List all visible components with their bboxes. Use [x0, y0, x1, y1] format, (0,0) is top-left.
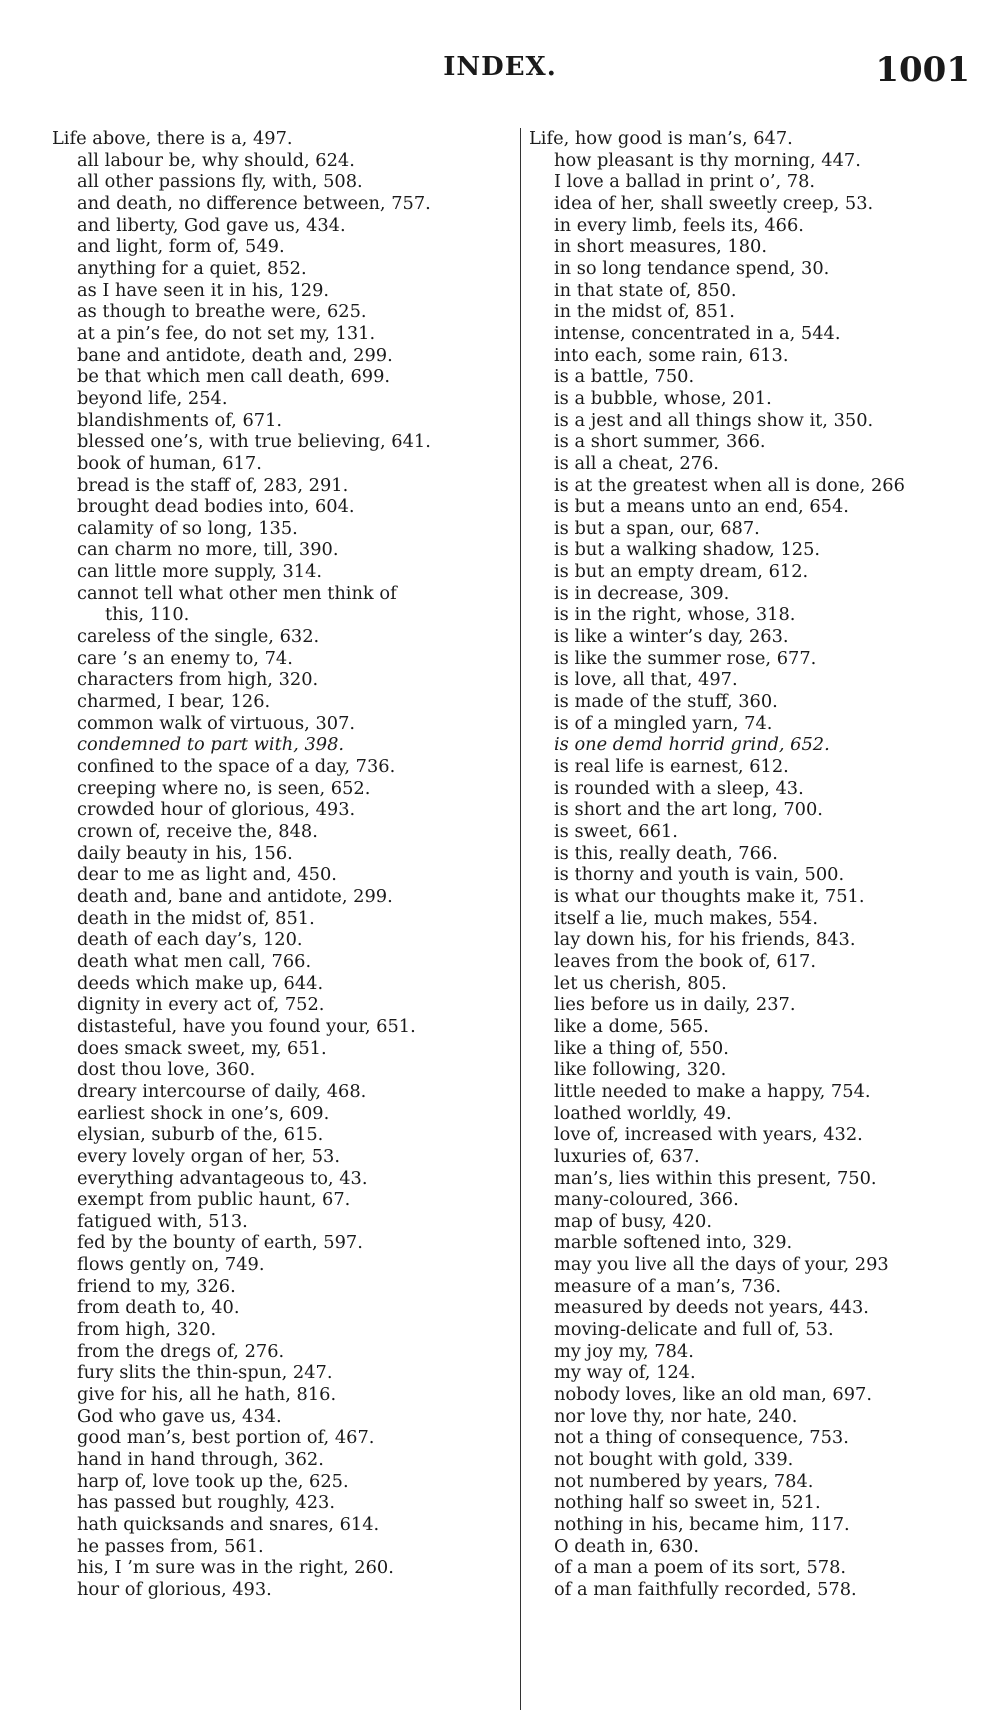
index-entry: death what men call, 766.	[77, 950, 312, 972]
index-entry: is but an empty dream, 612.	[554, 561, 809, 583]
index-entry: blessed one’s, with true believing, 641.	[77, 431, 431, 453]
index-entry: bread is the staff of, 283, 291.	[77, 474, 349, 496]
index-entry: itself a lie, much makes, 554.	[554, 907, 819, 929]
index-entry: deeds which make up, 644.	[77, 972, 324, 994]
index-entry: blandishments of, 671.	[77, 409, 283, 431]
index-entry: is this, really death, 766.	[554, 842, 778, 864]
index-entry: brought dead bodies into, 604.	[77, 496, 355, 518]
index-entry: like following, 320.	[554, 1059, 727, 1081]
index-entry: love of, increased with years, 432.	[554, 1124, 863, 1146]
index-entry: his, I ’m sure was in the right, 260.	[77, 1557, 394, 1579]
index-entry: is thorny and youth is vain, 500.	[554, 864, 845, 886]
index-entry: book of human, 617.	[77, 452, 262, 474]
index-entry-line: cannot tell what other men think of	[77, 582, 397, 604]
right-column	[520, 128, 974, 1710]
index-entry: may you live all the days of your, 293	[554, 1254, 889, 1276]
index-entry: from death to, 40.	[77, 1297, 240, 1319]
index-entry: bane and antidote, death and, 299.	[77, 344, 393, 366]
index-entry-italic: condemned to part with, 398.	[77, 734, 345, 756]
index-entry: is made of the stuff, 360.	[554, 691, 778, 713]
index-entry: as I have seen it in his, 129.	[77, 279, 330, 301]
index-entry: is love, all that, 497.	[554, 669, 738, 691]
index-entry: map of busy, 420.	[554, 1210, 712, 1232]
index-entry: from the dregs of, 276.	[77, 1340, 285, 1362]
index-entry: he passes from, 561.	[77, 1535, 264, 1557]
index-entry: can little more supply, 314.	[77, 561, 323, 583]
index-heading: Life above, there is a, 497.	[52, 128, 293, 149]
index-entry: good man’s, best portion of, 467.	[77, 1427, 375, 1449]
index-entry: is sweet, 661.	[554, 821, 678, 842]
index-entry: has passed but roughly, 423.	[77, 1492, 336, 1514]
index-entry: and light, form of, 549.	[77, 236, 285, 258]
index-entry: not numbered by years, 784.	[554, 1470, 814, 1492]
index-entry: anything for a quiet, 852.	[77, 257, 307, 279]
index-entry: in that state of, 850.	[554, 279, 737, 301]
index-entry: is in the right, whose, 318.	[554, 604, 796, 626]
page-title: INDEX.	[443, 52, 557, 82]
index-entry: all other passions fly, with, 508.	[77, 171, 363, 193]
index-entry: like a thing of, 550.	[554, 1037, 729, 1059]
index-entry: my way of, 124.	[554, 1362, 696, 1384]
index-entry: all labour be, why should, 624.	[77, 149, 355, 171]
index-entry: is but a means unto an end, 654.	[554, 496, 849, 518]
index-entry: idea of her, shall sweetly creep, 53.	[554, 192, 874, 214]
page-number: 1001	[875, 50, 970, 90]
index-entry: does smack sweet, my, 651.	[77, 1037, 327, 1059]
index-entry: is rounded with a sleep, 43.	[554, 777, 804, 799]
index-entry: is but a span, our, 687.	[554, 517, 760, 539]
index-entry: hour of glorious, 493.	[77, 1578, 272, 1600]
index-entry: exempt from public haunt, 67.	[77, 1189, 351, 1211]
index-entry: is a short summer, 366.	[554, 431, 766, 453]
index-entry: many-coloured, 366.	[554, 1189, 739, 1211]
index-entry: is but a walking shadow, 125.	[554, 539, 821, 561]
index-entry: loathed worldly, 49.	[554, 1102, 732, 1124]
index-entry: is short and the art long, 700.	[554, 799, 823, 821]
index-entry: elysian, suburb of the, 615.	[77, 1124, 324, 1146]
index-entry: in the midst of, 851.	[554, 301, 735, 323]
index-entry: death of each day’s, 120.	[77, 929, 303, 951]
index-entry	[52, 583, 507, 626]
index-entry: lies before us in daily, 237.	[554, 994, 796, 1016]
index-entry-italic: is one demd horrid grind, 652.	[554, 734, 830, 756]
index-entry: from high, 320.	[77, 1319, 217, 1341]
index-entry: and liberty, God gave us, 434.	[77, 214, 346, 236]
index-entry: at a pin’s fee, do not set my, 131.	[77, 322, 376, 344]
index-entry: death in the midst of, 851.	[77, 907, 315, 929]
index-entry: intense, concentrated in a, 544.	[554, 322, 841, 344]
index-entry: dear to me as light and, 450.	[77, 864, 337, 886]
index-entry: is in decrease, 309.	[554, 582, 730, 604]
index-entry: not a thing of consequence, 753.	[554, 1427, 849, 1449]
index-entry: measured by deeds not years, 443.	[554, 1297, 869, 1319]
index-entry: I love a ballad in print o’, 78.	[554, 171, 816, 193]
index-entry: O death in, 630.	[554, 1535, 700, 1557]
index-entry: flows gently on, 749.	[77, 1254, 265, 1276]
index-entry: is like the summer rose, 677.	[554, 647, 817, 669]
index-entry: my joy my, 784.	[554, 1340, 694, 1362]
index-entry: calamity of so long, 135.	[77, 517, 298, 539]
index-entry: is real life is earnest, 612.	[554, 756, 789, 778]
index-entry: little needed to make a happy, 754.	[554, 1080, 871, 1102]
index-entry: man’s, lies within this present, 750.	[554, 1167, 877, 1189]
index-entry: nor love thy, nor hate, 240.	[554, 1405, 798, 1427]
index-entry: give for his, all he hath, 816.	[77, 1384, 337, 1406]
index-entry: confined to the space of a day, 736.	[77, 756, 396, 778]
index-entry: is a bubble, whose, 201.	[554, 387, 772, 409]
index-entry: is a jest and all things show it, 350.	[554, 409, 874, 431]
index-entry: into each, some rain, 613.	[554, 344, 789, 366]
index-entry: friend to my, 326.	[77, 1275, 236, 1297]
index-entry-continuation: this, 110.	[105, 604, 190, 626]
index-entry: nobody loves, like an old man, 697.	[554, 1384, 872, 1406]
index-entry: crown of, receive the, 848.	[77, 821, 318, 842]
index-entry: not bought with gold, 339.	[554, 1449, 794, 1471]
index-entry: harp of, love took up the, 625.	[77, 1470, 349, 1492]
index-entry: leaves from the book of, 617.	[554, 950, 816, 972]
index-entry: how pleasant is thy morning, 447.	[554, 149, 861, 171]
index-entry: of a man a poem of its sort, 578.	[554, 1557, 847, 1579]
index-entry: in every limb, feels its, 466.	[554, 214, 804, 236]
index-entry: hath quicksands and snares, 614.	[77, 1514, 380, 1535]
index-entry: marble softened into, 329.	[554, 1232, 793, 1254]
index-entry: is of a mingled yarn, 74.	[554, 712, 773, 734]
index-entry: measure of a man’s, 736.	[554, 1275, 782, 1297]
index-entry: is all a cheat, 276.	[554, 452, 719, 474]
index-entry: is what our thoughts make it, 751.	[554, 885, 865, 907]
index-entry: characters from high, 320.	[77, 669, 319, 691]
index-entry: care ’s an enemy to, 74.	[77, 647, 293, 669]
index-entry: is like a winter’s day, 263.	[554, 626, 789, 648]
index-entry: and death, no difference between, 757.	[77, 192, 431, 214]
index-entry: like a dome, 565.	[554, 1015, 709, 1037]
index-entry: can charm no more, till, 390.	[77, 539, 339, 561]
index-entry: God who gave us, 434.	[77, 1405, 282, 1427]
index-entry: creeping where no, is seen, 652.	[77, 777, 371, 799]
index-entry: in so long tendance spend, 30.	[554, 257, 830, 279]
index-entry: death and, bane and antidote, 299.	[77, 885, 393, 907]
index-entry: is at the greatest when all is done, 266	[554, 474, 905, 496]
index-entry: careless of the single, 632.	[77, 626, 320, 648]
index-entry: earliest shock in one’s, 609.	[77, 1102, 330, 1124]
index-heading: Life, how good is man’s, 647.	[529, 128, 793, 149]
index-entry: lay down his, for his friends, 843.	[554, 929, 856, 951]
index-entry: everything advantageous to, 43.	[77, 1167, 368, 1189]
index-entry: moving-delicate and full of, 53.	[554, 1319, 834, 1341]
index-entry: as though to breathe were, 625.	[77, 301, 367, 323]
index-entry: fatigued with, 513.	[77, 1210, 248, 1232]
index-entry: every lovely organ of her, 53.	[77, 1145, 340, 1167]
index-entry: crowded hour of glorious, 493.	[77, 799, 356, 821]
index-entry: nothing in his, became him, 117.	[554, 1514, 850, 1535]
index-entry: beyond life, 254.	[77, 387, 228, 409]
index-entry: distasteful, have you found your, 651.	[77, 1015, 416, 1037]
index-entry: in short measures, 180.	[554, 236, 767, 258]
index-entry: common walk of virtuous, 307.	[77, 712, 356, 734]
index-entry: fury slits the thin-spun, 247.	[77, 1362, 333, 1384]
index-entry: let us cherish, 805.	[554, 972, 727, 994]
index-entry: of a man faithfully recorded, 578.	[554, 1578, 857, 1600]
left-column	[52, 128, 507, 1601]
index-entry: be that which men call death, 699.	[77, 366, 391, 388]
index-entry: nothing half so sweet in, 521.	[554, 1492, 821, 1514]
index-entry: is a battle, 750.	[554, 366, 695, 388]
index-entry: dignity in every act of, 752.	[77, 994, 325, 1016]
index-entry: daily beauty in his, 156.	[77, 842, 293, 864]
index-entry: charmed, I bear, 126.	[77, 691, 271, 713]
index-entry: fed by the bounty of earth, 597.	[77, 1232, 363, 1254]
index-entry: luxuries of, 637.	[554, 1145, 700, 1167]
index-entry: hand in hand through, 362.	[77, 1449, 324, 1471]
index-entry: dost thou love, 360.	[77, 1059, 256, 1081]
index-entry: dreary intercourse of daily, 468.	[77, 1080, 367, 1102]
